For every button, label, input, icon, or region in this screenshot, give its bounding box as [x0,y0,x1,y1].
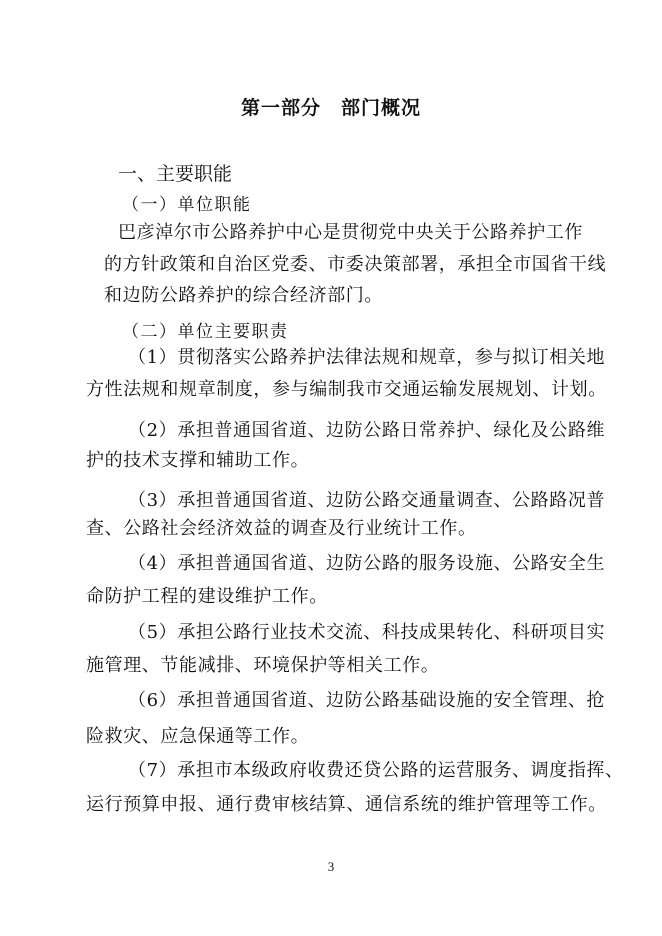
duty-item-line: 查、公路社会经济效益的调查及行业统计工作。 [86,518,477,539]
duty-item-line: （2）承担普通国省道、边防公路日常养护、绿化及公路维 [128,420,606,441]
subsection-heading: （一）单位职能 [122,195,252,215]
paragraph-line: 的方针政策和自治区党委、市委决策部署，承担全市国省干线 [104,254,607,275]
page-number: 3 [327,859,335,874]
paragraph-line: 巴彦淖尔市公路养护中心是贯彻党中央关于公路养护工作 [118,222,583,243]
duty-item-line: （4）承担普通国省道、边防公路的服务设施、公路安全生 [128,553,606,574]
subsection-heading: （二）单位主要职责 [122,322,289,342]
duty-item-line: 险救灾、应急保通等工作。 [86,726,310,747]
duty-item-line: （5）承担公路行业技术交流、科技成果转化、科研项目实 [128,622,606,643]
paragraph-line: 和边防公路养护的综合经济部门。 [104,285,383,306]
duty-item-line: 运行预算申报、通行费审核结算、通信系统的维护管理等工作。 [86,794,607,815]
duty-item-line: 方性法规和规章制度，参与编制我市交通运输发展规划、计划。 [86,379,607,400]
section-heading: 一、主要职能 [118,163,233,185]
duty-item-line: 施管理、节能减排、环境保护等相关工作。 [86,655,440,676]
duty-item-line: （1）贯彻落实公路养护法律法规和规章，参与拟订相关地 [128,347,606,368]
duty-item-line: （3）承担普通国省道、边防公路交通量调查、公路路况普 [128,490,606,511]
duty-item-line: （6）承担普通国省道、边防公路基础设施的安全管理、抢 [128,690,606,711]
duty-item-line: （7）承担市本级政府收费还贷公路的运营服务、调度指挥、 [128,760,624,781]
page-title: 第一部分 部门概况 [240,97,421,119]
duty-item-line: 命防护工程的建设维护工作。 [86,586,328,607]
duty-item-line: 护的技术支撑和辅助工作。 [86,450,310,471]
